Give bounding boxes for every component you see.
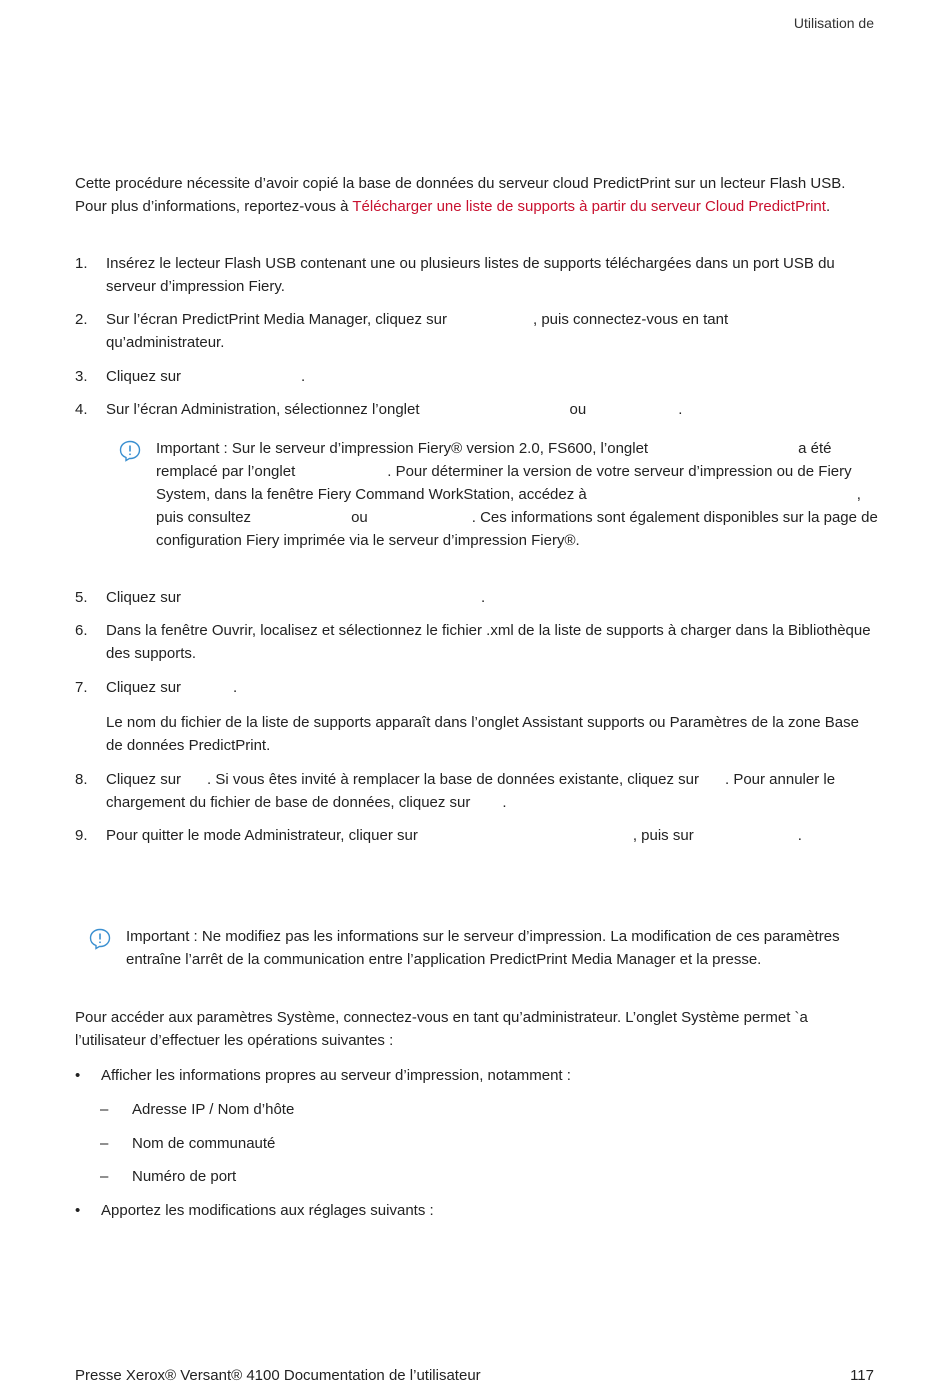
step-text: Cliquez sur [106, 589, 182, 606]
note-text: . Ces informations sont également disponibles sur la page de configuration Fiery imprimée via le serveur d’impression Fiery®. [156, 509, 878, 549]
step-text: Cliquez sur [106, 679, 182, 696]
step-text: . [797, 827, 802, 844]
sub-item-text: Numéro de port [132, 1168, 237, 1185]
step-number: 7. [75, 679, 88, 696]
step-7-detail: Le nom du fichier de la liste de supports apparaît dans l’onglet Assistant supports ou Paramètres de la zone Base de données PredictPrint. [106, 714, 859, 754]
step-text: ou [569, 401, 587, 418]
bullet-dot: • [75, 1202, 81, 1219]
intro-end: . [825, 198, 831, 215]
note-text: ou [351, 509, 368, 526]
step-text: , puis connectez-vous en tant [533, 311, 729, 328]
step-number: 8. [75, 771, 88, 788]
step-text: Sur l’écran PredictPrint Media Manager, cliquez sur [106, 311, 447, 328]
dash-mark: – [100, 1168, 109, 1185]
step-text: qu’administrateur. [106, 334, 225, 351]
step-text: Dans la fenêtre Ouvrir, localisez et sélectionnez le fichier .xml de la liste de supports à charger dans la Bibliothèque des supports. [106, 622, 871, 662]
step-text: . Si vous êtes invité à remplacer la base de données existante, cliquez sur [207, 771, 699, 788]
sub-item-text: Nom de communauté [132, 1135, 276, 1152]
dash-mark: – [100, 1135, 109, 1152]
system-intro: Pour accéder aux paramètres Système, connectez-vous en tant qu’administrateur. L’onglet Système permet `a l’utilisateur d’effectuer les opérations suivantes : [75, 1009, 808, 1049]
step-text: . [481, 589, 486, 606]
intro-text: Cette procédure nécessite d’avoir copié la base de données du serveur cloud PredictPrint sur un lecteur Flash USB. Pour plus d’informations, reportez-vous à [75, 175, 846, 215]
step-3 [75, 365, 875, 388]
intro-paragraph [75, 172, 875, 218]
step-8 [75, 768, 875, 814]
step-text: . [301, 368, 306, 385]
important-icon [88, 927, 112, 951]
step-number: 9. [75, 827, 88, 844]
step-6 [75, 619, 875, 665]
page-number: 117 [850, 1367, 874, 1384]
step-text: . [678, 401, 683, 418]
step-number: 5. [75, 589, 88, 606]
note-text: , puis consultez [156, 486, 861, 526]
step-9 [75, 824, 875, 847]
important-note [118, 437, 878, 552]
note-text: Important : Sur le serveur d’impression Fiery® version 2.0, FS600, l’onglet [156, 440, 649, 457]
step-5 [75, 586, 875, 609]
note-text: . Pour déterminer la version de votre serveur d’impression ou de Fiery System, dans la fenêtre Fiery Command WorkStation, accédez à [156, 463, 852, 503]
step-text: Pour quitter le mode Administrateur, cliquer sur [106, 827, 418, 844]
footer-document-title: Presse Xerox® Versant® 4100 Documentation de l’utilisateur [75, 1367, 481, 1384]
step-4 [75, 398, 875, 421]
step-text: Sur l’écran Administration, sélectionnez l’onglet [106, 401, 420, 418]
note-text: a été [798, 440, 832, 457]
step-number: 3. [75, 368, 88, 385]
step-number: 6. [75, 622, 88, 639]
step-number: 4. [75, 401, 88, 418]
note-text: remplacé par l’onglet [156, 463, 296, 480]
bullet-item [75, 1199, 875, 1222]
step-text: Cliquez sur [106, 771, 182, 788]
bullet-dot: • [75, 1067, 81, 1084]
sub-item [100, 1165, 860, 1188]
bullet-text: Afficher les informations propres au serveur d’impression, notamment : [101, 1067, 571, 1084]
bullet-text: Apportez les modifications aux réglages suivants : [101, 1202, 434, 1219]
step-text: . Pour annuler le chargement du fichier de base de données, cliquez sur [106, 771, 836, 811]
step-number: 2. [75, 311, 88, 328]
important-icon [118, 439, 142, 463]
download-media-list-link[interactable]: Télécharger une liste de supports à partir du serveur Cloud PredictPrint [352, 198, 826, 215]
dash-mark: – [100, 1101, 109, 1118]
step-text: Insérez le lecteur Flash USB contenant une ou plusieurs listes de supports téléchargées dans un port USB du serveur d’impression Fiery. [106, 255, 835, 295]
sub-item-text: Adresse IP / Nom d’hôte [132, 1101, 295, 1118]
important-note [88, 925, 878, 971]
step-text: . [502, 794, 507, 811]
sub-item [100, 1132, 860, 1155]
note-text: Important : Ne modifiez pas les informations sur le serveur d’impression. La modification de ces paramètres entraîne l’arrêt de la communication entre l’application PredictPrint Media Manager et la presse. [126, 928, 840, 968]
bullet-item [75, 1064, 875, 1087]
step-7 [75, 676, 875, 699]
sub-item [100, 1098, 860, 1121]
running-header: Utilisation de [793, 15, 874, 31]
step-text: Cliquez sur [106, 368, 182, 385]
step-text: . [233, 679, 238, 696]
step-2 [75, 308, 875, 354]
step-text: , puis sur [632, 827, 694, 844]
step-1 [75, 252, 875, 298]
step-number: 1. [75, 255, 88, 272]
